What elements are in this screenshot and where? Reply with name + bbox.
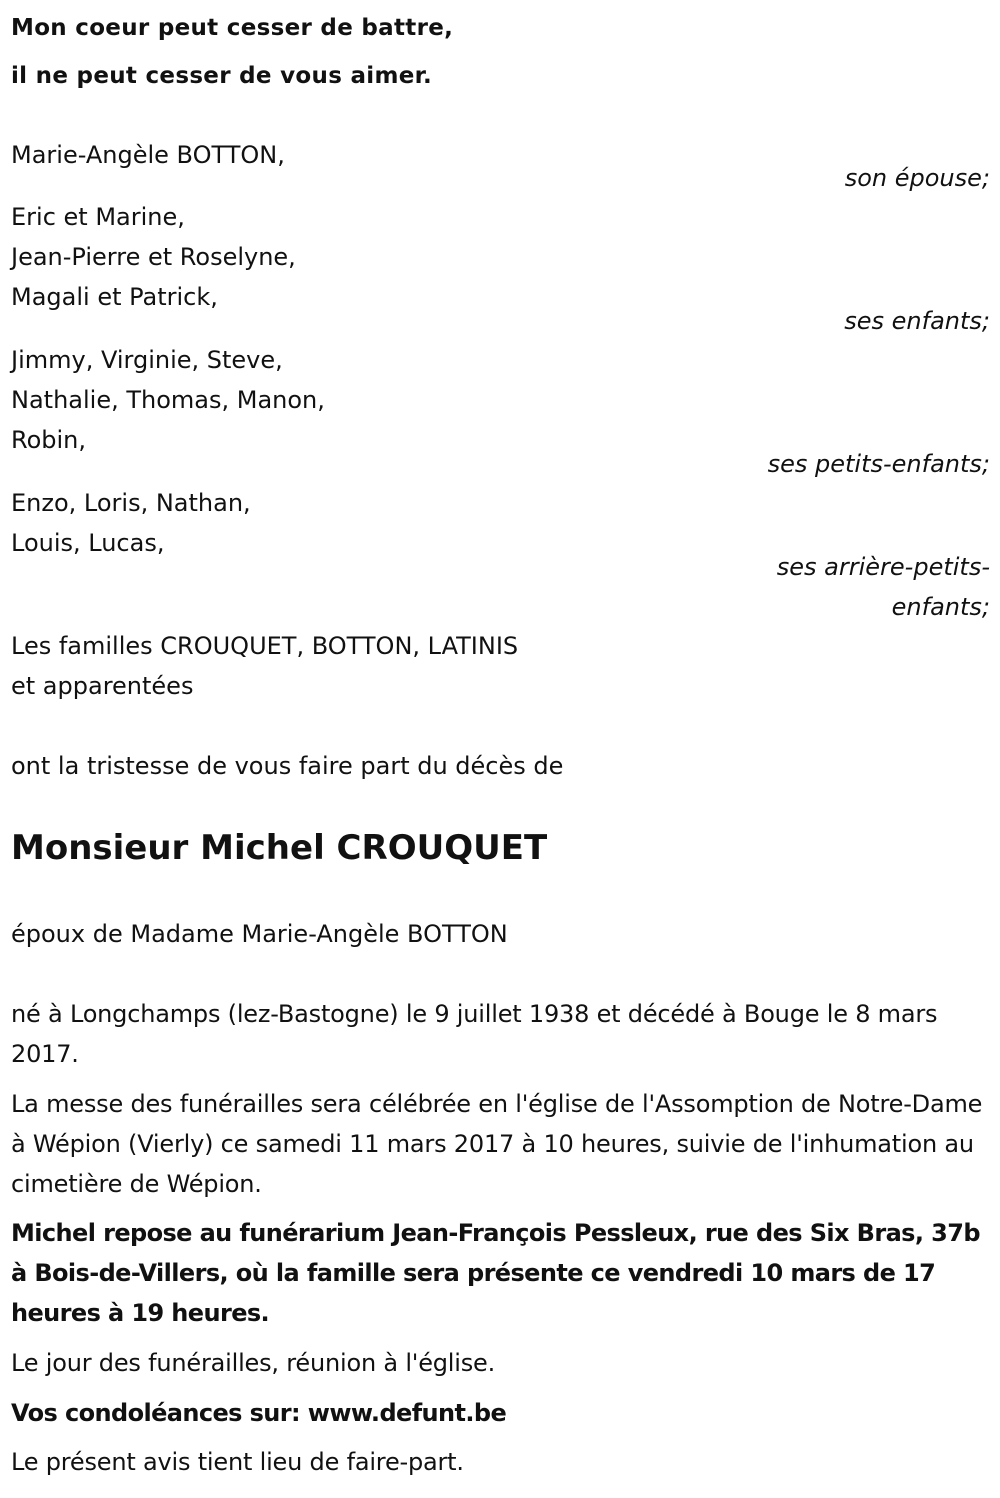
birth-death-text: né à Longchamps (lez-Bastogne) le 9 juillet 1938 et décédé à Bouge le 8 mars 2017. bbox=[11, 1000, 938, 1068]
great-grandchild-names: Louis, Lucas, bbox=[11, 529, 165, 557]
great-grandchild-names: Enzo, Loris, Nathan, bbox=[11, 489, 251, 517]
grandchildren-relation: ses petits-enfants; bbox=[767, 450, 990, 478]
child-name: Eric et Marine, bbox=[11, 203, 185, 231]
funeral-mass-text: La messe des funérailles sera célébrée en l'église de l'Assomption de Notre-Dame à Wépion (Vierly) ce samedi 11 mars 2017 à 10 heures, suivie de l'inhumation au cimetière de Wépion. bbox=[11, 1090, 983, 1198]
children-relation: ses enfants; bbox=[844, 307, 990, 335]
notice-text: Le présent avis tient lieu de faire-part. bbox=[11, 1448, 464, 1476]
condolences-line bbox=[11, 1393, 986, 1433]
families-line-2: et apparentées bbox=[11, 672, 194, 700]
grandchild-names: Nathalie, Thomas, Manon, bbox=[11, 386, 325, 414]
great-grandchildren-relation-line-1: ses arrière-petits- bbox=[776, 553, 990, 581]
grandchild-names: Jimmy, Virginie, Steve, bbox=[11, 346, 283, 374]
grandchild-names: Robin, bbox=[11, 426, 87, 454]
great-grandchildren-relation-line-2: enfants; bbox=[891, 593, 990, 621]
meeting-text: Le jour des funérailles, réunion à l'église. bbox=[11, 1349, 496, 1377]
deceased-name: Monsieur Michel CROUQUET bbox=[11, 828, 548, 868]
condolences-link[interactable]: www.defunt.be bbox=[307, 1399, 507, 1427]
child-name: Jean-Pierre et Roselyne, bbox=[11, 243, 296, 271]
spouse-relation: son épouse; bbox=[844, 164, 990, 192]
child-name: Magali et Patrick, bbox=[11, 283, 218, 311]
visitation-text: Michel repose au funérarium Jean-François Pessleux, rue des Six Bras, 37b à Bois-de-Villers, où la famille sera présente ce vendredi 10 mars de 17 heures à 19 heures. bbox=[11, 1219, 980, 1327]
quote-line-2: il ne peut cesser de vous aimer. bbox=[11, 63, 433, 89]
announcement-text: ont la tristesse de vous faire part du décès de bbox=[11, 752, 564, 780]
deceased-spouse-of: époux de Madame Marie-Angèle BOTTON bbox=[11, 920, 508, 948]
families-line-1: Les familles CROUQUET, BOTTON, LATINIS bbox=[11, 632, 519, 660]
spouse-name: Marie-Angèle BOTTON, bbox=[11, 141, 285, 169]
condolences-label: Vos condoléances sur: bbox=[11, 1399, 308, 1427]
quote-line-1: Mon coeur peut cesser de battre, bbox=[11, 15, 454, 41]
